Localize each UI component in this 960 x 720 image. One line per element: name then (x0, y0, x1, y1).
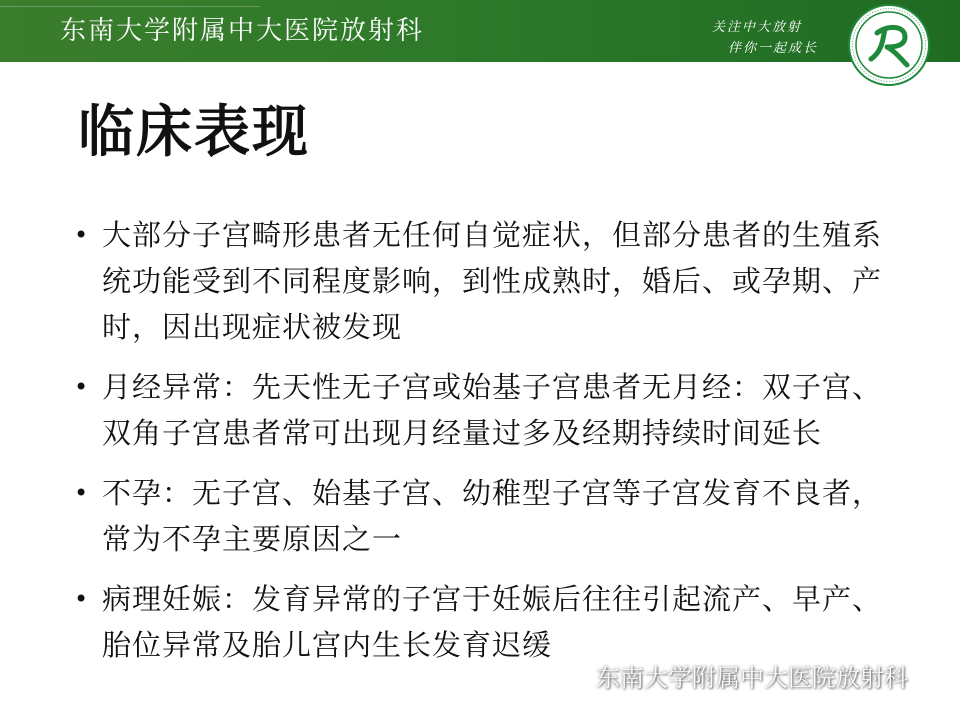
bullet-text: 月经异常：先天性无子宫或始基子宫患者无月经：双子宫、双角子宫患者常可出现月经量过多及经期持续时间延长 (102, 370, 883, 450)
slogan-line-1: 关注中大放射 (712, 20, 803, 35)
watermark-text: 东南大学附属中大医院放射科 (596, 664, 908, 692)
hospital-logo-icon (847, 3, 931, 87)
bullet-text: 大部分子宫畸形患者无任何自觉症状，但部分患者的生殖系统功能受到不同程度影响，到性成熟时，婚后、或孕期、产时，因出现症状被发现 (102, 218, 883, 344)
watermark (556, 658, 908, 693)
bullet-text: 不孕：无子宫、始基子宫、幼稚型子宫等子宫发育不良者，常为不孕主要原因之一 (102, 476, 883, 556)
bullet-icon: • (74, 373, 90, 401)
department-title: 东南大学附属中大医院放射科 (60, 16, 425, 46)
slogan-line-2: 伴你一起成长 (728, 41, 819, 56)
bullet-list (72, 212, 892, 682)
bullet-item (72, 364, 892, 456)
header-band (0, 0, 960, 62)
bullet-item (72, 470, 892, 562)
header-decoration (0, 6, 260, 7)
wechat-icon (556, 662, 590, 690)
bullet-icon: • (74, 479, 90, 507)
slide-title: 临床表现 (78, 100, 310, 165)
bullet-item (72, 212, 892, 350)
bullet-icon: • (74, 585, 90, 613)
bullet-text: 病理妊娠：发育异常的子宫于妊娠后往往引起流产、早产、胎位异常及胎儿宫内生长发育迟缓 (102, 582, 883, 662)
bullet-item (72, 576, 892, 668)
bullet-icon: • (74, 221, 90, 249)
